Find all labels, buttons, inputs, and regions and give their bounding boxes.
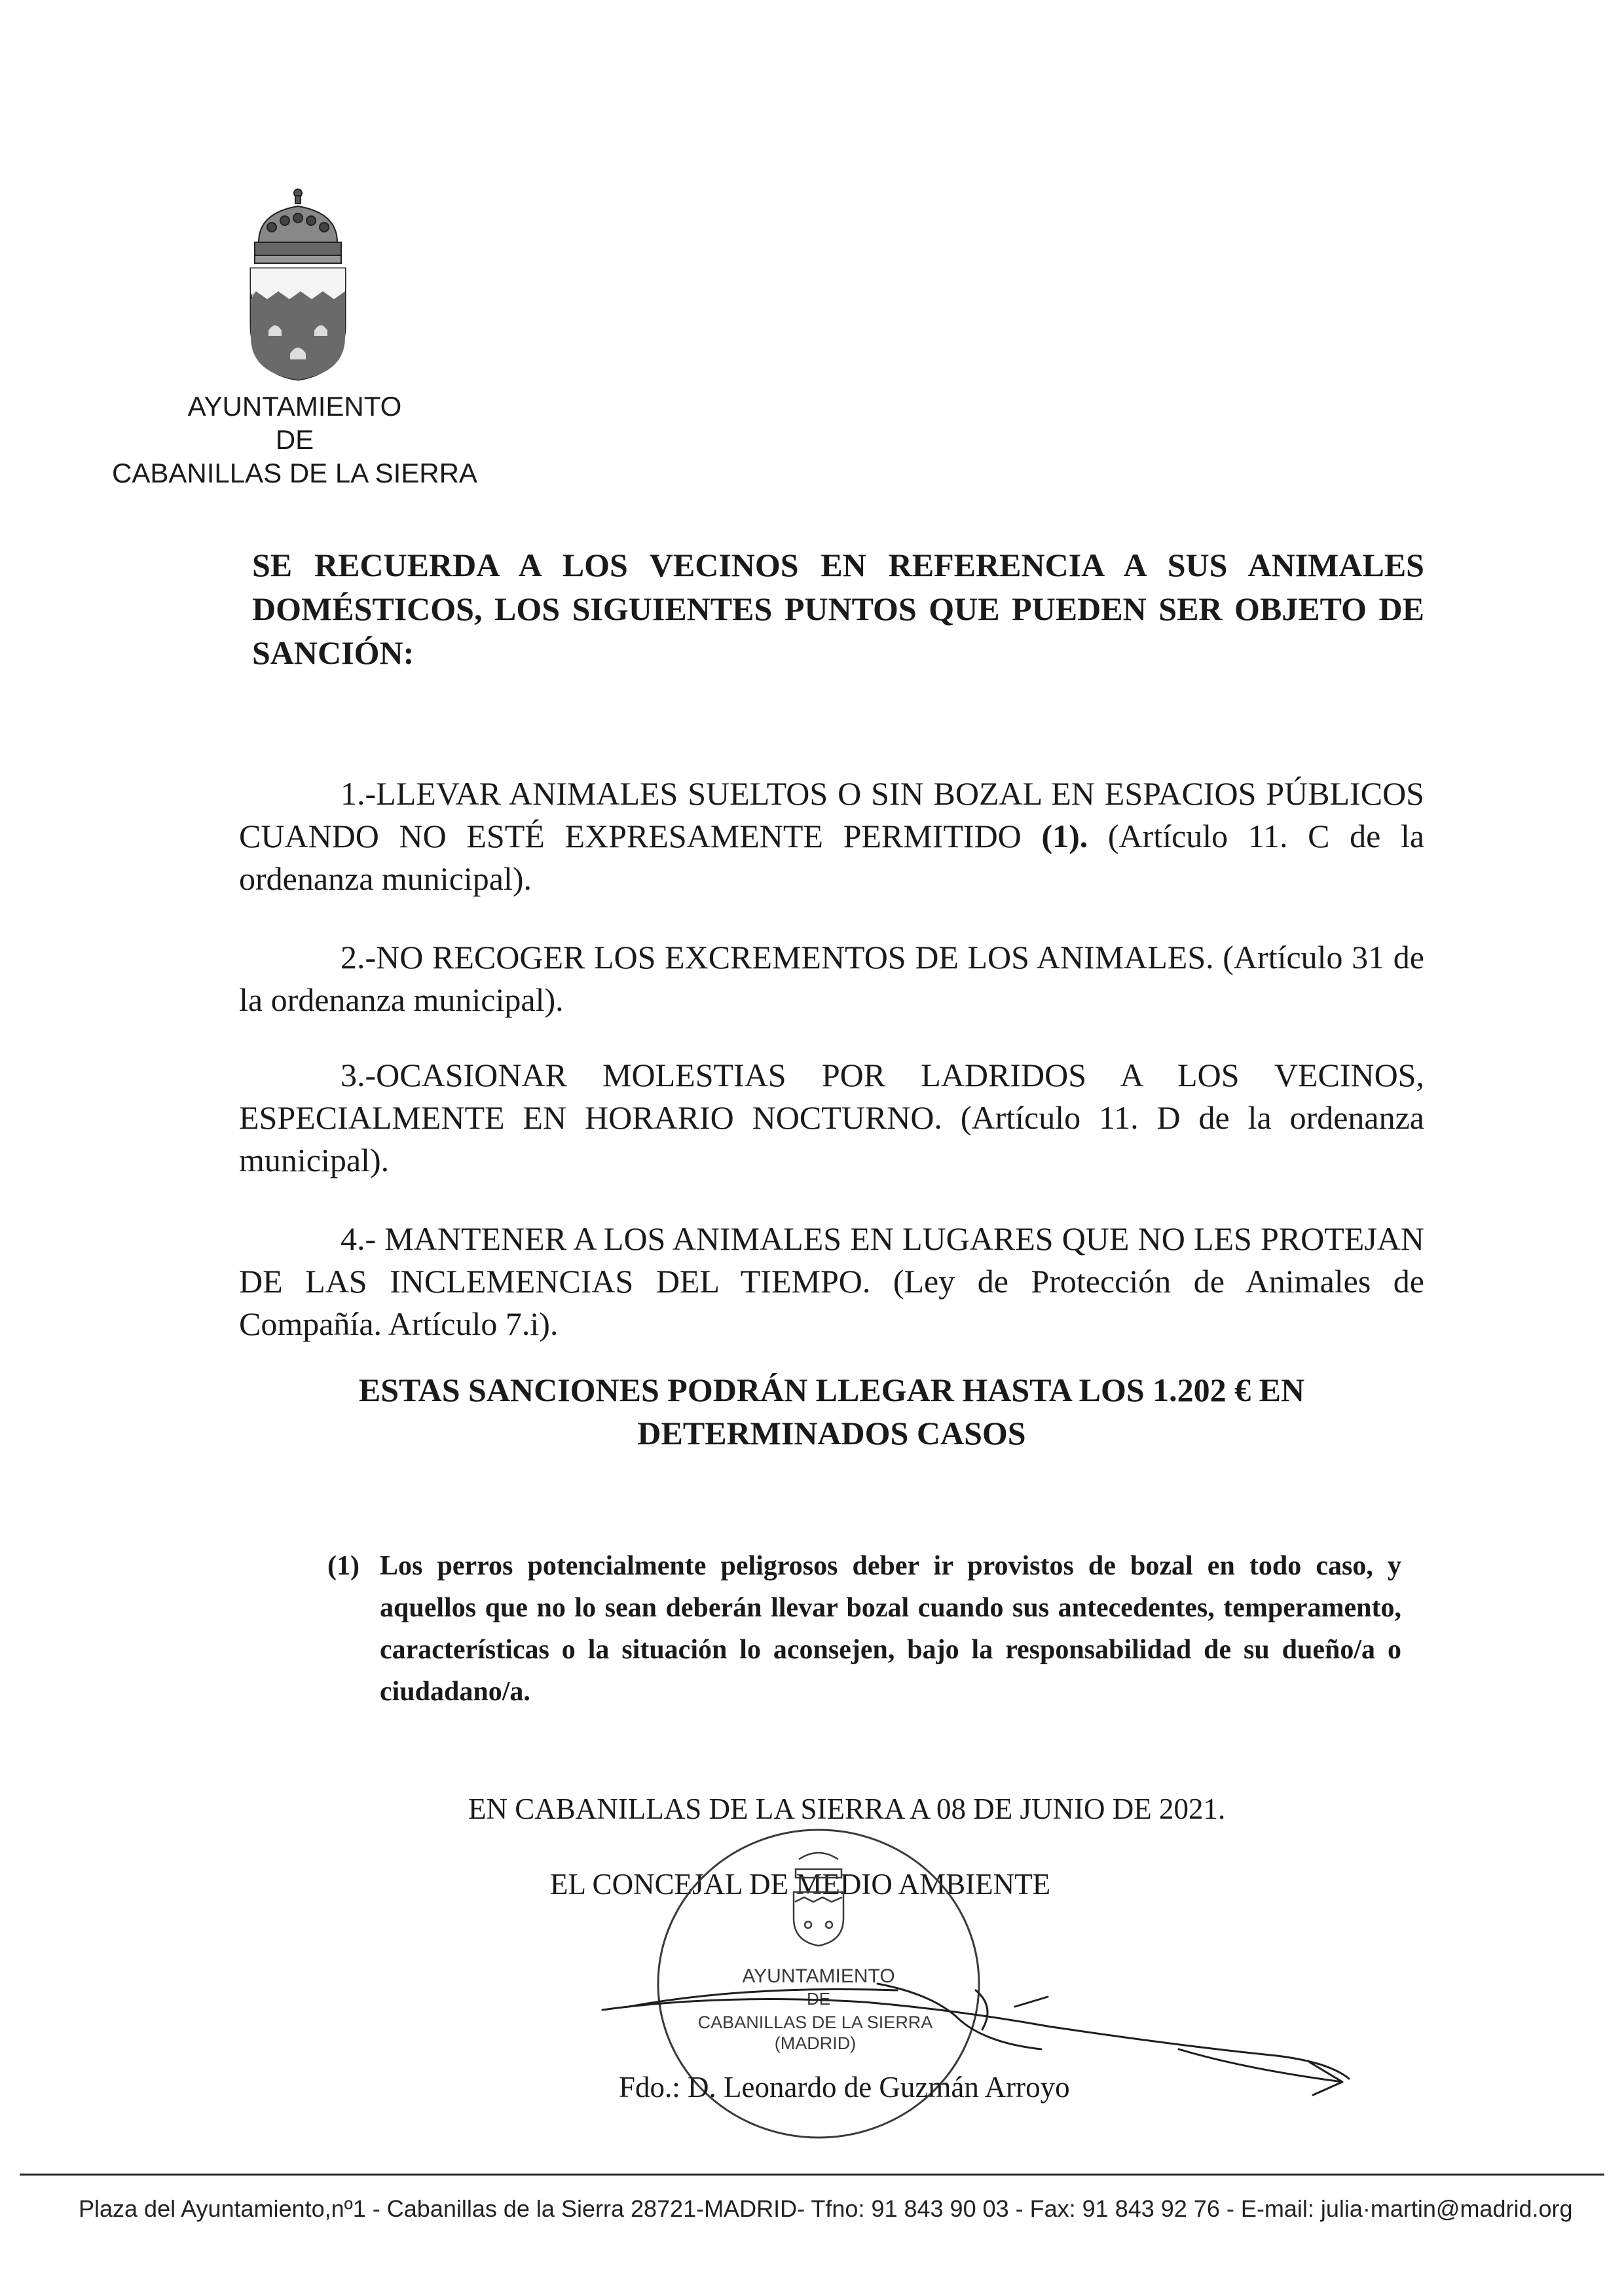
letterhead-organization bbox=[92, 390, 498, 490]
place-date: EN CABANILLAS DE LA SIERRA A 08 DE JUNIO DE 2021. bbox=[468, 1793, 1226, 1825]
footer-divider bbox=[20, 2174, 1604, 2176]
org-line-1: AYUNTAMIENTO bbox=[187, 391, 402, 422]
point-1-footnote-ref: (1). bbox=[1041, 818, 1088, 854]
point-1 bbox=[239, 773, 1424, 900]
point-2-text: 2.-NO RECOGER LOS EXCREMENTOS DE LOS ANIMALES. (Artículo 31 de la ordenanza municipal). bbox=[239, 939, 1424, 1018]
point-2 bbox=[239, 936, 1424, 1021]
footnote-text: Los perros potencialmente peligrosos deber ir provistos de bozal en todo caso, y aquellos que no lo sean deberán llevar bozal cuando sus antecedentes, temperamento, características o la situación lo aconsejen, bajo la responsabilidad de su dueño/a o ciudadano/a. bbox=[380, 1551, 1401, 1707]
coat-of-arms-icon bbox=[239, 187, 357, 383]
point-3-text: 3.-OCASIONAR MOLESTIAS POR LADRIDOS A LOS VECINOS, ESPECIALMENTE EN HORARIO NOCTURNO. (Artículo 11. D de la ordenanza municipal). bbox=[239, 1057, 1424, 1178]
signer-role: EL CONCEJAL DE MEDIO AMBIENTE bbox=[550, 1868, 1051, 1901]
footer-contact: Plaza del Ayuntamiento,nº1 - Cabanillas de la Sierra 28721-MADRID- Tfno: 91 843 90 03 - Fax: 91 843 92 76 - E-mail: julia·martin@madrid.org bbox=[79, 2195, 1573, 2222]
seal-line-2: DE bbox=[806, 1989, 831, 2009]
org-line-3: CABANILLAS DE LA SIERRA bbox=[112, 458, 477, 488]
sanction-warning bbox=[354, 1368, 1310, 1455]
signer-name: Fdo.: D. Leonardo de Guzmán Arroyo bbox=[619, 2071, 1070, 2104]
point-1-tail: (Artículo 11. C de la ordenanza municipal). bbox=[239, 818, 1425, 897]
sanction-line-1: ESTAS SANCIONES PODRÁN LLEGAR HASTA LOS 1.202 € EN bbox=[358, 1372, 1305, 1408]
seal-line-3: CABANILLAS DE LA SIERRA bbox=[697, 2013, 933, 2032]
point-4-text: 4.- MANTENER A LOS ANIMALES EN LUGARES QUE NO LES PROTEJAN DE LAS INCLEMENCIAS DEL TIEMPO. (Ley de Protección de Animales de Compañía. Artículo 7.i). bbox=[239, 1220, 1424, 1342]
org-line-2: DE bbox=[275, 424, 314, 455]
seal-line-1: AYUNTAMIENTO bbox=[742, 1965, 895, 1987]
footnote-number: (1) bbox=[327, 1551, 360, 1581]
seal-line-4: (MADRID) bbox=[774, 2033, 857, 2053]
sanction-line-2: DETERMINADOS CASOS bbox=[637, 1415, 1026, 1451]
point-4 bbox=[239, 1218, 1424, 1345]
point-3 bbox=[239, 1054, 1424, 1182]
notice-heading: SE RECUERDA A LOS VECINOS EN REFERENCIA A SUS ANIMALES DOMÉSTICOS, LOS SIGUIENTES PUNTOS QUE PUEDEN SER OBJETO DE SANCIÓN: bbox=[252, 547, 1424, 671]
point-1-text: 1.-LLEVAR ANIMALES SUELTOS O SIN BOZAL EN ESPACIOS PÚBLICOS CUANDO NO ESTÉ EXPRESAMENTE PERMITIDO bbox=[239, 775, 1424, 854]
